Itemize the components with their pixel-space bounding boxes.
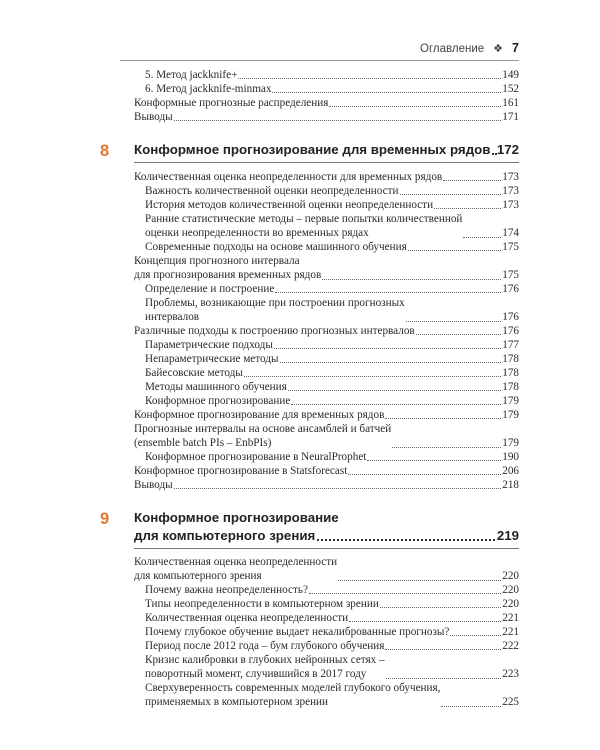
toc-entry[interactable] [145, 212, 519, 241]
toc-entry-title [134, 555, 337, 584]
toc-entry-page: 179 [502, 409, 519, 421]
dot-leader [275, 292, 501, 293]
toc-entry-page: 218 [502, 479, 519, 491]
toc-entry[interactable] [134, 324, 519, 338]
toc-entry-page: 221 [502, 612, 519, 624]
dot-leader [434, 208, 501, 209]
toc-entry[interactable] [134, 96, 519, 110]
dot-leader [367, 460, 501, 461]
dot-leader [244, 376, 501, 377]
chapter-rule [134, 548, 519, 549]
toc-entry-title-line1: Проблемы, возникающие при построении прогнозных [145, 297, 405, 309]
toc-entry[interactable] [145, 240, 519, 254]
toc-entry-page: 149 [502, 69, 519, 81]
toc-entry-title [145, 296, 405, 325]
toc-entry[interactable] [134, 555, 519, 584]
dot-leader [309, 593, 501, 594]
toc-entry-page: 176 [502, 311, 519, 324]
toc-entry-page: 174 [502, 227, 519, 240]
toc-entry-title: Конформное прогнозирование в NeuralProphet [145, 451, 367, 463]
toc-entry-page: 175 [502, 269, 519, 282]
toc-entry-page: 173 [502, 199, 519, 211]
toc-entry-page: 220 [502, 570, 519, 583]
toc-entry-title-line2: оценки неопределенности во временных рядах [145, 227, 369, 240]
toc-entry[interactable] [145, 611, 519, 625]
dot-leader [385, 649, 501, 650]
toc-entry-page: 175 [502, 241, 519, 253]
toc-entry[interactable] [145, 653, 519, 682]
toc-entry-title-line1: Сверхуверенность современных моделей глубокого обучения, [145, 682, 441, 694]
dot-leader [400, 194, 502, 195]
dot-leader [280, 362, 502, 363]
toc-entry-title: Различные подходы к построению прогнозных интервалов [134, 325, 415, 337]
dot-leader [322, 279, 501, 280]
toc-entry-page: 178 [502, 367, 519, 379]
toc-entry-title-line2: для прогнозирования временных рядов [134, 269, 322, 282]
toc-entry-title: Важность количественной оценки неопределенности [145, 185, 399, 197]
chapter-title-row [134, 528, 519, 544]
toc-entry[interactable] [145, 597, 519, 611]
toc-entry-page: 177 [502, 339, 519, 351]
toc-entry-title-line2: для компьютерного зрения [134, 570, 262, 583]
toc-entry[interactable] [134, 422, 519, 451]
chapter-rule [134, 162, 519, 163]
toc-entry[interactable] [145, 68, 519, 82]
chapter-9-heading[interactable] [100, 510, 519, 550]
dot-leader [329, 106, 501, 107]
toc-entry[interactable] [145, 366, 519, 380]
toc-entry-title: Почему важна неопределенность? [145, 584, 308, 596]
dot-leader [450, 635, 501, 636]
chapter-number: 8 [100, 142, 110, 160]
dot-leader [385, 418, 501, 419]
header-page-number: 7 [512, 41, 519, 55]
chapter-page: 172 [496, 142, 519, 157]
dot-leader [463, 237, 501, 238]
dot-leader [380, 607, 501, 608]
chapter-title-line1: Конформное прогнозирование [134, 510, 339, 525]
toc-entry-title [145, 212, 462, 241]
toc-entry-page: 176 [502, 283, 519, 295]
toc-entry[interactable] [134, 408, 519, 422]
toc-entry-title: Конформное прогнозирование для временных рядов [134, 409, 385, 421]
toc-entry-title: Непараметрические методы [145, 353, 279, 365]
toc-entry-page: 179 [502, 395, 519, 407]
header-section-title: Оглавление [420, 43, 485, 55]
chapter-number: 9 [100, 510, 110, 528]
toc-entry-page: 178 [502, 353, 519, 365]
toc-entry[interactable] [145, 450, 519, 464]
toc-entry[interactable] [145, 338, 519, 352]
toc-entry[interactable] [134, 110, 519, 124]
diamond-ornament-icon: ❖ [493, 43, 504, 55]
dot-leader [348, 474, 501, 475]
toc-entry-title-line2: применяемых в компьютерном зрении [145, 696, 329, 709]
dot-leader [386, 678, 502, 679]
toc-entry-page: 161 [502, 97, 519, 109]
dot-leader [349, 621, 501, 622]
toc-entry[interactable] [134, 254, 519, 283]
toc-entry-page: 221 [502, 626, 519, 638]
toc-entry-page: 220 [502, 598, 519, 610]
toc-entry-page: 171 [502, 111, 519, 123]
toc-entry-page: 220 [502, 584, 519, 596]
toc-entry-title: 6. Метод jackknife-minmax [145, 83, 272, 95]
dot-leader [274, 348, 501, 349]
toc-entry-title: Параметрические подходы [145, 339, 273, 351]
toc-entry-page: 190 [502, 451, 519, 463]
dot-leader [443, 180, 501, 181]
dot-leader [392, 447, 501, 448]
toc-entry-title: Методы машинного обучения [145, 381, 287, 393]
toc-entry-title [145, 653, 385, 682]
toc-entry-page: 222 [502, 640, 519, 652]
toc-entry-title-line2: поворотный момент, случившийся в 2017 году [145, 668, 367, 681]
dot-leader [174, 120, 502, 121]
toc-entry-title: Определение и построение [145, 283, 275, 295]
toc-entry-page: 225 [502, 696, 519, 709]
dot-leader [408, 250, 501, 251]
toc-entry[interactable] [145, 625, 519, 639]
dot-leader [416, 334, 502, 335]
dot-leader [291, 404, 501, 405]
toc-entry-title: Количественная оценка неопределенности для временных рядов [134, 171, 443, 183]
toc-entry-title-line1: Прогнозные интервалы на основе ансамблей и батчей [134, 423, 392, 435]
toc-entry-title: Конформное прогнозирование [145, 395, 291, 407]
toc-entry-title-line2: (ensemble batch PIs – EnbPIs) [134, 437, 272, 450]
toc-entry-page: 176 [502, 325, 519, 337]
dot-leader [174, 488, 502, 489]
toc-entry[interactable] [145, 198, 519, 212]
toc-entry[interactable] [145, 82, 519, 96]
toc-entry[interactable] [134, 170, 519, 184]
toc-entry[interactable] [145, 184, 519, 198]
toc-entry-title [145, 681, 440, 710]
toc-entry-title-line1: Кризис калибровки в глубоких нейронных сетях – [145, 654, 385, 666]
toc-entry-title: Выводы [134, 111, 173, 123]
toc-entry-page: 206 [502, 465, 519, 477]
toc-entry-title: Выводы [134, 479, 173, 491]
toc-entry-title: Современные подходы на основе машинного обучения [145, 241, 407, 253]
toc-entry-title [134, 422, 391, 451]
toc-entry-page: 179 [502, 437, 519, 450]
toc-entry-title: Типы неопределенности в компьютерном зрении [145, 598, 379, 610]
toc-entry-title: История методов количественной оценки неопределенности [145, 199, 434, 211]
toc-entry-title [134, 254, 321, 283]
chapter-title-line2: для компьютерного зрения [134, 528, 316, 543]
chapter-title: Конформное прогнозирование для временных рядов [134, 142, 491, 157]
toc-entry[interactable] [145, 352, 519, 366]
toc-entry[interactable] [145, 639, 519, 653]
toc-entry[interactable] [145, 380, 519, 394]
dot-leader [338, 580, 501, 581]
toc-entry-page: 223 [502, 668, 519, 681]
toc-entry-page: 173 [502, 171, 519, 183]
toc-entry[interactable] [145, 296, 519, 325]
dot-leader [272, 92, 501, 93]
toc-entry-title: Почему глубокое обучение выдает некалиброванные прогнозы? [145, 626, 450, 638]
toc-entry[interactable] [134, 464, 519, 478]
toc-entry-title-line2: интервалов [145, 311, 200, 324]
chapter-page: 219 [496, 528, 519, 543]
toc-entry-page: 152 [502, 83, 519, 95]
toc-entry-page: 173 [502, 185, 519, 197]
dot-leader [406, 321, 502, 322]
toc-entry[interactable] [145, 394, 519, 408]
toc-entry[interactable] [145, 681, 519, 710]
toc-entry-title: 5. Метод jackknife+ [145, 69, 238, 81]
toc-entry-title-line1: Концепция прогнозного интервала [134, 255, 300, 267]
dot-leader [288, 390, 501, 391]
toc-entry-title: Конформное прогнозирование в Statsforecast [134, 465, 348, 477]
toc-entry-title: Количественная оценка неопределенности [145, 612, 349, 624]
dot-leader [441, 706, 501, 707]
toc-entry-title: Байесовские методы [145, 367, 243, 379]
dot-leader [492, 153, 494, 155]
chapter-title-row [134, 142, 519, 158]
toc-entry-page: 178 [502, 381, 519, 393]
toc-entry-title-line1: Ранние статистические методы – первые попытки количественной [145, 213, 463, 225]
toc-entry-title-line1: Количественная оценка неопределенности [134, 556, 338, 568]
toc-entry[interactable] [145, 583, 519, 597]
chapter-8-heading[interactable] [100, 142, 519, 162]
toc-entry-title: Период после 2012 года – бум глубокого обучения [145, 640, 385, 652]
dot-leader [317, 539, 495, 541]
dot-leader [238, 78, 501, 79]
toc-entry-title: Конформные прогнозные распределения [134, 97, 329, 109]
toc-entry[interactable] [145, 282, 519, 296]
toc-entry[interactable] [134, 478, 519, 492]
running-header [120, 38, 519, 61]
